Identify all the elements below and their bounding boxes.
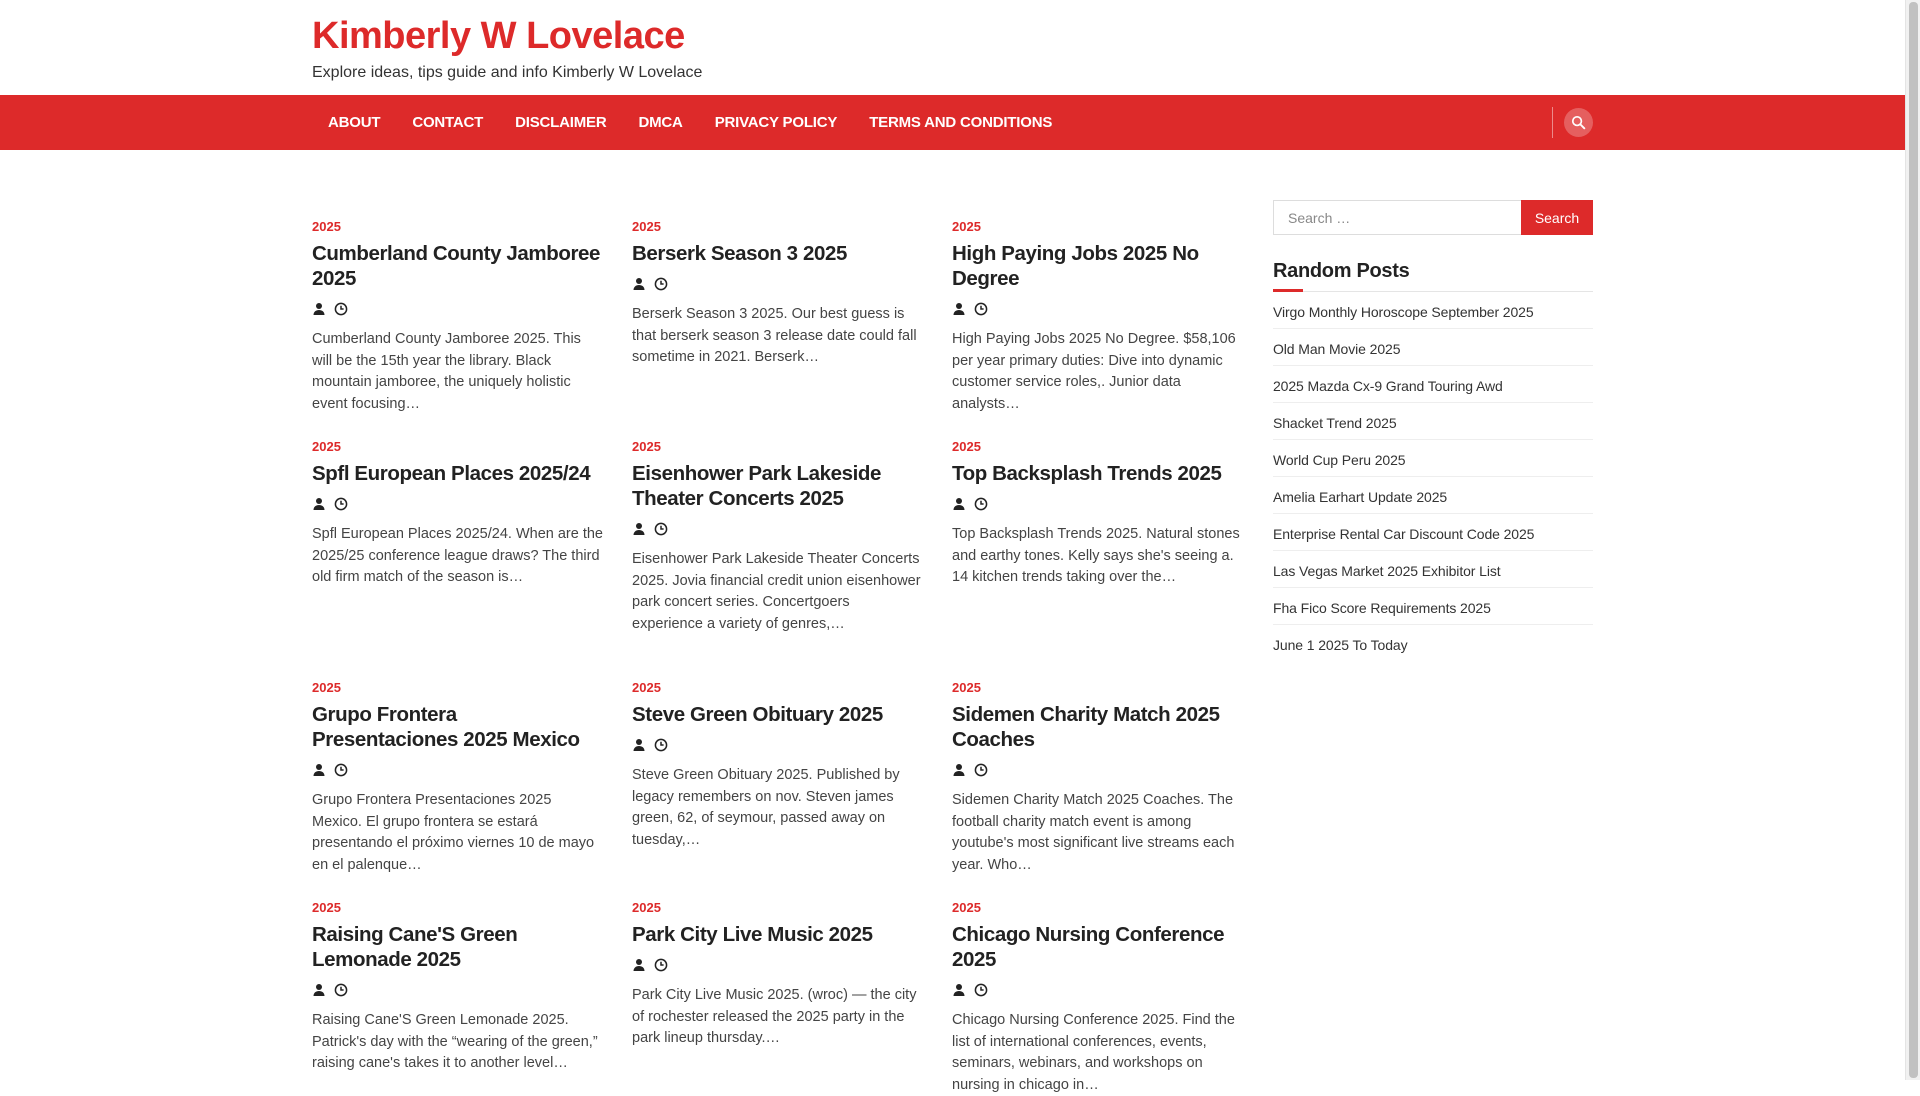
post-title[interactable]: Cumberland County Jamboree 2025	[312, 242, 601, 290]
post-card	[312, 900, 604, 1075]
clock-icon[interactable]	[334, 983, 348, 997]
list-item[interactable]: Virgo Monthly Horoscope September 2025	[1273, 292, 1593, 329]
author-icon[interactable]	[312, 497, 326, 511]
post-card	[312, 219, 604, 415]
post-title[interactable]: Grupo Frontera Presentaciones 2025 Mexico	[312, 703, 580, 751]
author-icon[interactable]	[632, 738, 646, 752]
post-excerpt: Park City Live Music 2025. (wroc) — the city of rochester released the 2025 party in the park lineup thursday.…	[632, 987, 917, 1046]
post-card	[632, 900, 924, 1050]
nav-item-terms-and-conditions[interactable]: TERMS AND CONDITIONS	[869, 114, 1053, 131]
post-excerpt: Steve Green Obituary 2025. Published by legacy remembers on nov. Steven james green, 62, of seymour, passed away on tuesday,…	[632, 767, 900, 848]
scrollbar-thumb[interactable]	[1909, 2, 1918, 1078]
vertical-scrollbar[interactable]	[1905, 0, 1920, 1080]
list-item[interactable]: June 1 2025 To Today	[1273, 637, 1408, 653]
post-category[interactable]: 2025	[952, 219, 981, 234]
search-button[interactable]: Search	[1521, 200, 1593, 235]
clock-icon[interactable]	[974, 983, 988, 997]
clock-icon[interactable]	[654, 958, 668, 972]
random-posts-list	[1273, 292, 1593, 661]
author-icon[interactable]	[632, 958, 646, 972]
post-card	[952, 219, 1244, 415]
clock-icon[interactable]	[654, 738, 668, 752]
post-title[interactable]: High Paying Jobs 2025 No Degree	[952, 242, 1199, 290]
post-category[interactable]: 2025	[952, 680, 981, 695]
post-title[interactable]: Park City Live Music 2025	[632, 923, 873, 946]
post-excerpt: Berserk Season 3 2025. Our best guess is that berserk season 3 release date could fall sometime in 2021. Berserk…	[632, 306, 917, 365]
post-card	[312, 680, 604, 876]
author-icon[interactable]	[312, 763, 326, 777]
site-tagline: Explore ideas, tips guide and info Kimberly W Lovelace	[312, 64, 703, 81]
nav-divider	[1552, 107, 1553, 138]
author-icon[interactable]	[952, 497, 966, 511]
post-category[interactable]: 2025	[952, 439, 981, 454]
clock-icon[interactable]	[334, 497, 348, 511]
list-item[interactable]: Old Man Movie 2025	[1273, 329, 1593, 366]
post-title[interactable]: Spfl European Places 2025/24	[312, 462, 591, 485]
clock-icon[interactable]	[654, 522, 668, 536]
post-category[interactable]: 2025	[632, 219, 661, 234]
post-excerpt: Sidemen Charity Match 2025 Coaches. The football charity match event is among youtube's most significant live streams each year. Who…	[952, 792, 1235, 873]
post-card	[312, 439, 604, 589]
author-icon[interactable]	[952, 302, 966, 316]
post-title[interactable]: Top Backsplash Trends 2025	[952, 462, 1222, 485]
post-category[interactable]: 2025	[312, 680, 341, 695]
post-category[interactable]: 2025	[952, 900, 981, 915]
author-icon[interactable]	[312, 302, 326, 316]
post-excerpt: Spfl European Places 2025/24. When are the 2025/25 conference league draws? The third old firm match of the season is…	[312, 526, 603, 585]
clock-icon[interactable]	[974, 302, 988, 316]
post-excerpt: High Paying Jobs 2025 No Degree. $58,106 per year primary duties: Dive into dynamic customer service roles,. Junior data analysts…	[952, 331, 1236, 412]
post-excerpt: Cumberland County Jamboree 2025. This will be the 15th year the library. Black mountain jamboree, the uniquely holistic event focusing…	[312, 331, 581, 412]
post-title[interactable]: Berserk Season 3 2025	[632, 242, 847, 265]
post-card	[952, 900, 1244, 1096]
post-card	[952, 439, 1244, 589]
nav-item-dmca[interactable]: DMCA	[638, 114, 683, 131]
list-item[interactable]: Amelia Earhart Update 2025	[1273, 477, 1593, 514]
clock-icon[interactable]	[974, 497, 988, 511]
widget-title-underline	[1273, 289, 1593, 292]
post-card	[632, 219, 924, 369]
sidebar	[1273, 200, 1593, 661]
post-excerpt: Chicago Nursing Conference 2025. Find the list of international conferences, events, seminars, webinars, and workshops on nursing in chicago in…	[952, 1012, 1235, 1093]
main-navigation	[0, 95, 1905, 150]
post-excerpt: Eisenhower Park Lakeside Theater Concerts 2025. Jovia financial credit union eisenhower park concert series. Concertgoers experience a variety of genres,…	[632, 551, 921, 632]
post-title[interactable]: Chicago Nursing Conference 2025	[952, 923, 1225, 971]
list-item[interactable]: Fha Fico Score Requirements 2025	[1273, 588, 1593, 625]
nav-item-about[interactable]: ABOUT	[328, 114, 381, 131]
post-category[interactable]: 2025	[632, 680, 661, 695]
list-item[interactable]: World Cup Peru 2025	[1273, 440, 1593, 477]
sidebar-search-form	[1273, 200, 1593, 235]
clock-icon[interactable]	[334, 302, 348, 316]
post-category[interactable]: 2025	[312, 219, 341, 234]
search-input[interactable]	[1273, 200, 1521, 235]
post-card	[632, 680, 924, 851]
clock-icon[interactable]	[974, 763, 988, 777]
author-icon[interactable]	[632, 277, 646, 291]
list-item[interactable]: Enterprise Rental Car Discount Code 2025	[1273, 514, 1593, 551]
nav-item-disclaimer[interactable]: DISCLAIMER	[515, 114, 607, 131]
post-card	[632, 439, 924, 635]
post-title[interactable]: Sidemen Charity Match 2025 Coaches	[952, 703, 1220, 751]
author-icon[interactable]	[952, 763, 966, 777]
post-excerpt: Grupo Frontera Presentaciones 2025 Mexico. El grupo frontera se estará presentando el próximo viernes 10 de mayo en el palenque…	[312, 792, 595, 873]
clock-icon[interactable]	[654, 277, 668, 291]
nav-item-contact[interactable]: CONTACT	[412, 114, 484, 131]
clock-icon[interactable]	[334, 763, 348, 777]
author-icon[interactable]	[632, 522, 646, 536]
post-category[interactable]: 2025	[312, 900, 341, 915]
search-icon[interactable]	[1564, 108, 1593, 137]
nav-item-privacy-policy[interactable]: PRIVACY POLICY	[714, 114, 838, 131]
site-title[interactable]: Kimberly W Lovelace	[312, 15, 685, 57]
post-title[interactable]: Steve Green Obituary 2025	[632, 703, 883, 726]
list-item[interactable]: Shacket Trend 2025	[1273, 403, 1593, 440]
post-card	[952, 680, 1244, 876]
list-item[interactable]: 2025 Mazda Cx-9 Grand Touring Awd	[1273, 366, 1593, 403]
random-posts-heading: Random Posts	[1273, 260, 1410, 282]
post-title[interactable]: Raising Cane'S Green Lemonade 2025	[312, 923, 518, 971]
post-title[interactable]: Eisenhower Park Lakeside Theater Concerts 2025	[632, 462, 882, 510]
post-excerpt: Raising Cane'S Green Lemonade 2025. Patrick's day with the “wearing of the green,” raising cane's takes it to another level…	[312, 1012, 598, 1071]
post-category[interactable]: 2025	[632, 900, 661, 915]
author-icon[interactable]	[952, 983, 966, 997]
site-header	[312, 14, 1592, 82]
author-icon[interactable]	[312, 983, 326, 997]
post-category[interactable]: 2025	[312, 439, 341, 454]
post-excerpt: Top Backsplash Trends 2025. Natural stones and earthy tones. Kelly says she's seeing a. 14 kitchen trends taking over the…	[952, 526, 1240, 585]
post-category[interactable]: 2025	[632, 439, 661, 454]
list-item[interactable]: Las Vegas Market 2025 Exhibitor List	[1273, 551, 1593, 588]
